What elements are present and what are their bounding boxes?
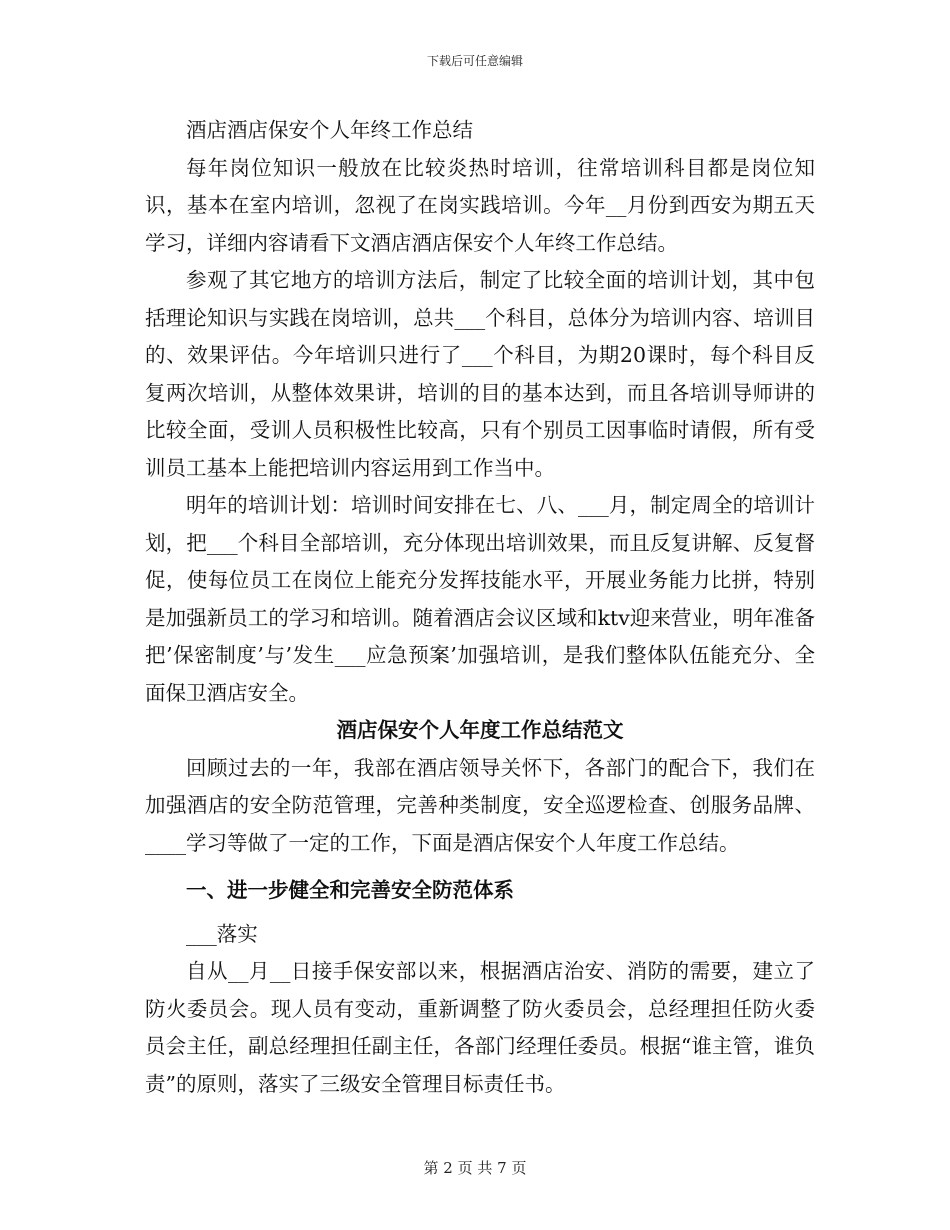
- section-heading-1: 一、进一步健全和完善安全防范体系: [186, 878, 514, 902]
- page-header: 下载后可任意编辑: [426, 54, 523, 68]
- paragraph-intro: 回顾过去的一年，我部在酒店领导关怀下，各部门的配合下，我们在加强酒店的安全防范管理，完善种类制度，安全巡逻检查、创服务品牌、____学习等做了一定的工作，下面是酒店保安个人年度工作总结。: [145, 755, 815, 855]
- page-footer: 第 2 页 共 7 页: [423, 1159, 527, 1177]
- document-body: [145, 112, 815, 1103]
- document-title-line: 酒店酒店保安个人年终工作总结: [186, 118, 473, 142]
- section-subheading: ___落实: [186, 921, 258, 946]
- paragraph-fire-committee: 自从__月__日接手保安部以来，根据酒店治安、消防的需要，建立了防火委员会。现人员有变动，重新调整了防火委员会，总经理担任防火委员会主任，副总经理担任副主任，各部门经理任委员。根据“谁主管，谁负责”的原则，落实了三级安全管理目标责任书。: [145, 959, 815, 1096]
- section-title: 酒店保安个人年度工作总结范文: [336, 718, 624, 742]
- paragraph-training-knowledge: 每年岗位知识一般放在比较炎热时培训，往常培训科目都是岗位知识，基本在室内培训，忽视了在岗实践培训。今年__月份到西安为期五天学习，详细内容请看下文酒店酒店保安个人年终工作总结。: [145, 155, 815, 255]
- paragraph-training-plan: 参观了其它地方的培训方法后，制定了比较全面的培训计划，其中包括理论知识与实践在岗培训，总共___个科目，总体分为培训内容、培训目的、效果评估。今年培训只进行了___个科目，为期20课时，每个科目反复两次培训，从整体效果讲，培训的目的基本达到，而且各培训导师讲的比较全面，受训人员积极性比较高，只有个别员工因事临时请假，所有受训员工基本上能把培训内容运用到工作当中。: [145, 268, 815, 480]
- paragraph-next-year-plan: 明年的培训计划：培训时间安排在七、八、___月，制定周全的培训计划，把___个科目全部培训，充分体现出培训效果，而且反复讲解、反复督促，使每位员工在岗位上能充分发挥技能水平，开展业务能力比拼，特别是加强新员工的学习和培训。随着酒店会议区域和ktv迎来营业，明年准备把’保密制度’与’发生___应急预案’加强培训，是我们整体队伍能充分、全面保卫酒店安全。: [145, 493, 815, 705]
